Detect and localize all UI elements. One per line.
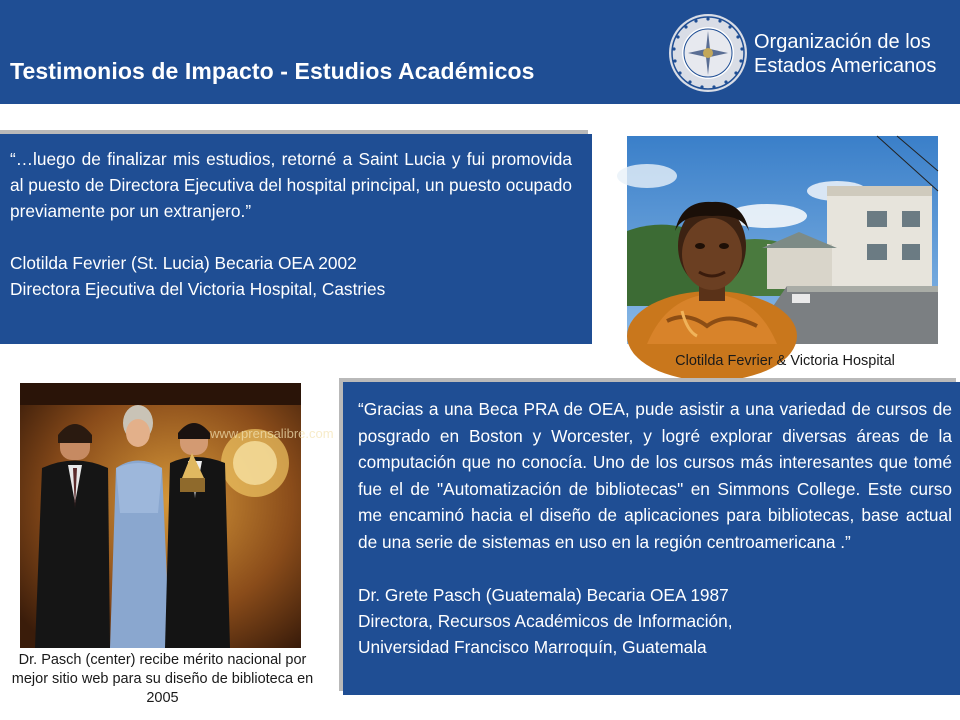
backdrop-text: www.prensalibre.com xyxy=(210,426,334,441)
testimonial-name: Clotilda Fevrier (St. Lucia) Becaria OEA 2002 xyxy=(10,253,357,273)
testimonial-role: Directora Ejecutiva del Victoria Hospital, Castries xyxy=(10,279,386,299)
testimonial-quote: “Gracias a una Beca PRA de OEA, pude asistir a una variedad de cursos de posgrado en Boston y Worcester, y logré explorar diversas áreas de la computación que no conocía. Uno de los cursos más interesantes que tomé fue el de "Automatización de bibliotecas" en Simmons College. Este curso me encaminó hacia el diseño de aplicaciones para bibliotecas, base actual de una serie de sistemas en uso en la región centroamericana .” xyxy=(358,399,952,552)
testimonial-org: Universidad Francisco Marroquín, Guatemala xyxy=(358,636,707,657)
testimonial-attribution xyxy=(358,582,952,660)
org-name-line2: Estados Americanos xyxy=(754,55,937,77)
testimonial-attribution xyxy=(10,250,572,302)
photo2-caption: Dr. Pasch (center) recibe mérito nacional por mejor sitio web para su diseño de biblioteca en 2005 xyxy=(11,652,314,706)
testimonial-role: Directora, Recursos Académicos de Información, xyxy=(358,610,733,631)
photo1-caption: Clotilda Fevrier & Victoria Hospital xyxy=(675,353,895,369)
page-title: Testimonios de Impacto - Estudios Académicos xyxy=(10,58,535,84)
testimonial-quote: “…luego de finalizar mis estudios, retorné a Saint Lucia y fui promovida al puesto de Directora Ejecutiva del hospital principal, un puesto ocupado previamente por un extranjero.” xyxy=(10,149,572,221)
header-bar xyxy=(0,0,960,104)
org-name xyxy=(754,30,936,78)
pasch-award-photo xyxy=(20,383,334,648)
testimonial-name: Dr. Grete Pasch (Guatemala) Becaria OEA 1987 xyxy=(358,584,729,605)
testimonial-pasch xyxy=(343,382,960,695)
org-name-line1: Organización de los xyxy=(754,31,931,53)
fevrier-hospital-photo xyxy=(627,136,938,344)
oas-seal-icon xyxy=(668,13,748,93)
testimonial-fevrier xyxy=(0,134,592,344)
